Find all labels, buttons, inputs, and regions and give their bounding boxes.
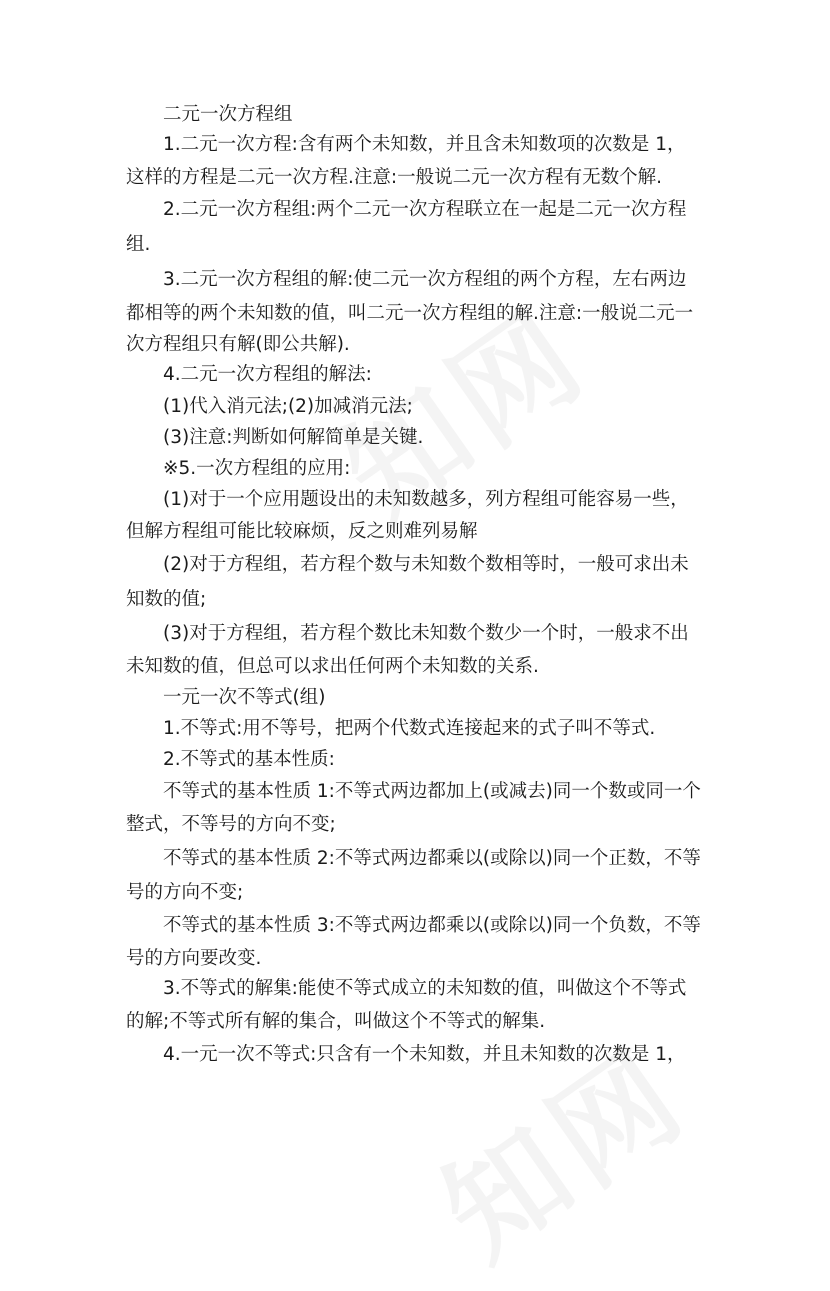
paragraph-line: 次方程组只有解(即公共解).	[126, 334, 350, 355]
paragraph-line: 不等式的基本性质 1:不等式两边都加上(或减去)同一个数或同一个	[163, 781, 701, 802]
paragraph-line: 但解方程组可能比较麻烦，反之则难列易解	[126, 521, 478, 542]
paragraph-line: 的解;不等式所有解的集合，叫做这个不等式的解集.	[126, 1011, 546, 1032]
paragraph-line: (3)对于方程组，若方程个数比未知数个数少一个时，一般求不出	[163, 623, 689, 644]
paragraph-line: (1)对于一个应用题设出的未知数越多，列方程组可能容易一些，	[163, 489, 689, 510]
paragraph-line: 整式，不等号的方向不变;	[126, 814, 336, 835]
paragraph-line: 3.二元一次方程组的解:使二元一次方程组的两个方程，左右两边	[163, 269, 687, 290]
paragraph-line: (3)注意:判断如何解简单是关键.	[163, 427, 424, 448]
paragraph-line: 2.二元一次方程组:两个二元一次方程联立在一起是二元一次方程	[163, 199, 687, 220]
paragraph-line: 号的方向不变;	[126, 882, 244, 903]
paragraph-line: 未知数的值，但总可以求出任何两个未知数的关系.	[126, 656, 539, 677]
section-heading: ※5.一次方程组的应用:	[163, 458, 351, 479]
paragraph-line: 4.二元一次方程组的解法:	[163, 364, 372, 385]
paragraph-line: (2)对于方程组，若方程个数与未知数个数相等时，一般可求出未	[163, 554, 689, 575]
paragraph-line: 都相等的两个未知数的值，叫二元一次方程组的解.注意:一般说二元一	[126, 303, 694, 324]
paragraph-line: 这样的方程是二元一次方程.注意:一般说二元一次方程有无数个解.	[126, 167, 662, 188]
paragraph-line: 不等式的基本性质 2:不等式两边都乘以(或除以)同一个正数，不等	[163, 848, 701, 869]
paragraph-line: 2.不等式的基本性质:	[163, 749, 335, 770]
paragraph-line: 不等式的基本性质 3:不等式两边都乘以(或除以)同一个负数，不等	[163, 915, 701, 936]
paragraph-line: 3.不等式的解集:能使不等式成立的未知数的值，叫做这个不等式	[163, 978, 687, 999]
paragraph-line: 1.二元一次方程:含有两个未知数，并且含未知数项的次数是 1，	[163, 134, 686, 155]
paragraph-line: (1)代入消元法;(2)加减消元法;	[163, 396, 413, 417]
section-heading: 一元一次不等式(组)	[163, 687, 326, 708]
paragraph-line: 4.一元一次不等式:只含有一个未知数，并且未知数的次数是 1，	[163, 1044, 686, 1065]
paragraph-line: 号的方向要改变.	[126, 948, 262, 969]
section-heading: 二元一次方程组	[163, 104, 293, 125]
paragraph-line: 知数的值;	[126, 589, 207, 610]
paragraph-line: 1.不等式:用不等号，把两个代数式连接起来的式子叫不等式.	[163, 718, 656, 739]
paragraph-line: 组.	[126, 234, 151, 255]
